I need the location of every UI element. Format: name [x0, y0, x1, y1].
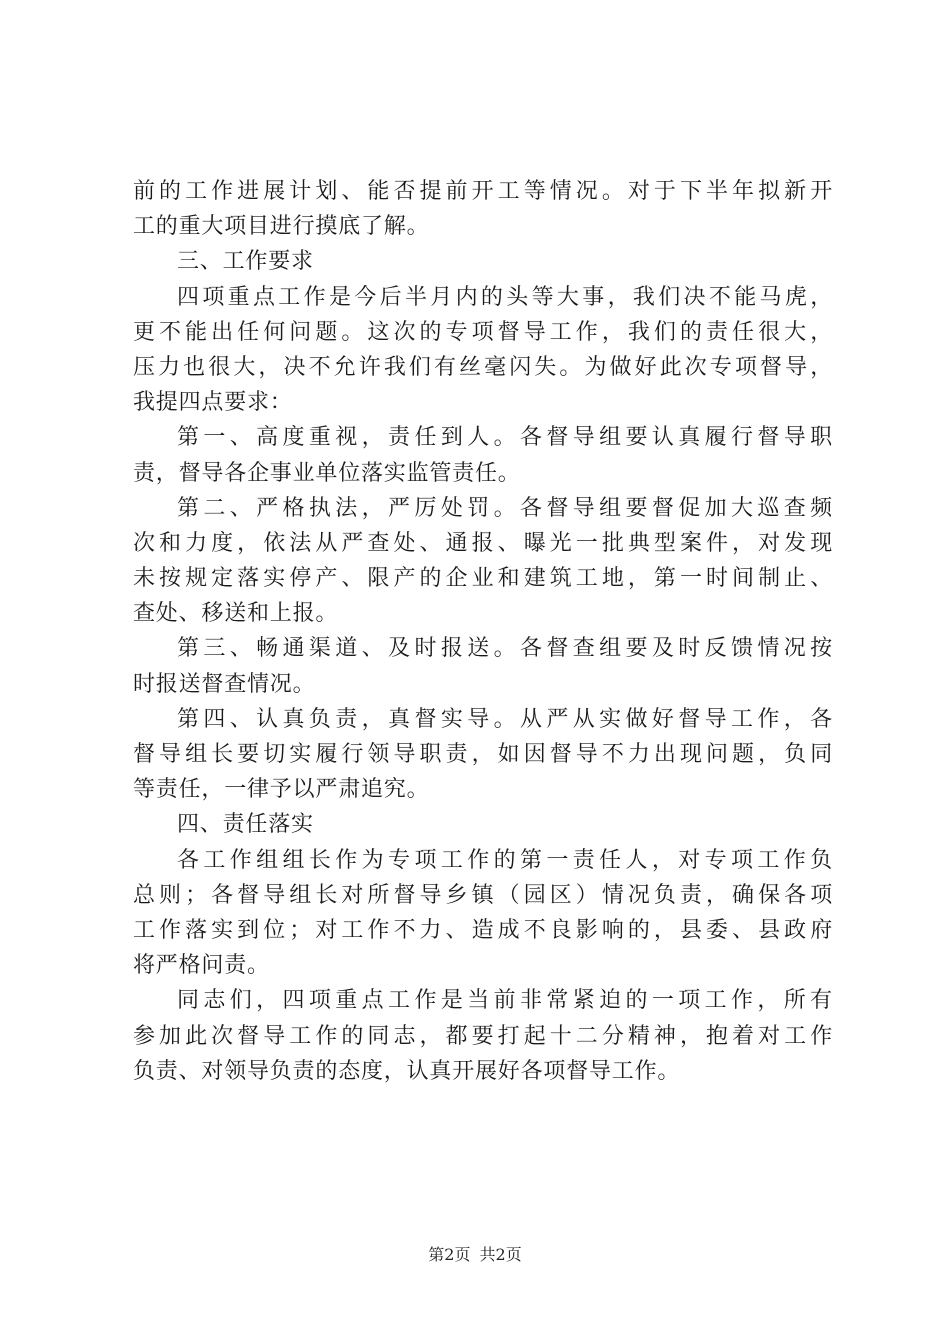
text-line: 未按规定落实停产、限产的企业和建筑工地，第一时间制止、 — [133, 566, 833, 592]
text-line: 压力也很大，决不允许我们有丝毫闪失。为做好此次专项督导， — [133, 354, 833, 380]
text-line: 责，督导各企事业单位落实监管责任。 — [133, 460, 521, 486]
document-body — [133, 174, 833, 1089]
text-line: 负责、对领导负责的态度，认真开展好各项督导工作。 — [133, 1058, 681, 1084]
text-line: 更不能出任何问题。这次的专项督导工作，我们的责任很大， — [133, 319, 833, 345]
text-line: 我提四点要求： — [133, 390, 293, 416]
text-line: 四、责任落实 — [177, 812, 314, 838]
text-line: 第三、畅通渠道、及时报送。各督查组要及时反馈情况按 — [177, 636, 833, 662]
text-line: 工作落实到位；对工作不力、造成不良影响的，县委、县政府 — [133, 917, 833, 943]
text-line: 第二、严格执法，严厉处罚。各督导组要督促加大巡查频 — [177, 495, 833, 521]
text-line: 四项重点工作是今后半月内的头等大事，我们决不能马虎， — [177, 284, 833, 310]
text-line: 参加此次督导工作的同志，都要打起十二分精神，抱着对工作 — [133, 1023, 833, 1049]
text-line: 总则；各督导组长对所督导乡镇（园区）情况负责，确保各项 — [133, 882, 833, 908]
text-line: 次和力度，依法从严查处、通报、曝光一批典型案件，对发现 — [133, 530, 833, 556]
text-line: 第四、认真负责，真督实导。从严从实做好督导工作，各 — [177, 706, 833, 732]
text-line: 同志们，四项重点工作是当前非常紧迫的一项工作，所有 — [177, 988, 833, 1014]
text-line: 查处、移送和上报。 — [133, 601, 339, 627]
page-number: 第2页 — [428, 1245, 471, 1264]
text-line: 工的重大项目进行摸底了解。 — [133, 214, 430, 240]
text-line: 等责任，一律予以严肃追究。 — [133, 777, 430, 803]
text-line: 前的工作进展计划、能否提前开工等情况。对于下半年拟新开 — [133, 179, 833, 204]
page-total: 共2页 — [479, 1245, 522, 1264]
page-footer — [0, 1245, 950, 1265]
text-line: 时报送督查情况。 — [133, 671, 316, 697]
text-line: 各工作组组长作为专项工作的第一责任人，对专项工作负 — [177, 847, 833, 873]
text-line: 将严格问责。 — [133, 953, 270, 979]
text-line: 第一、高度重视，责任到人。各督导组要认真履行督导职 — [177, 425, 833, 451]
text-line: 督导组长要切实履行领导职责，如因督导不力出现问题，负同 — [133, 742, 833, 767]
text-line: 三、工作要求 — [177, 249, 314, 275]
